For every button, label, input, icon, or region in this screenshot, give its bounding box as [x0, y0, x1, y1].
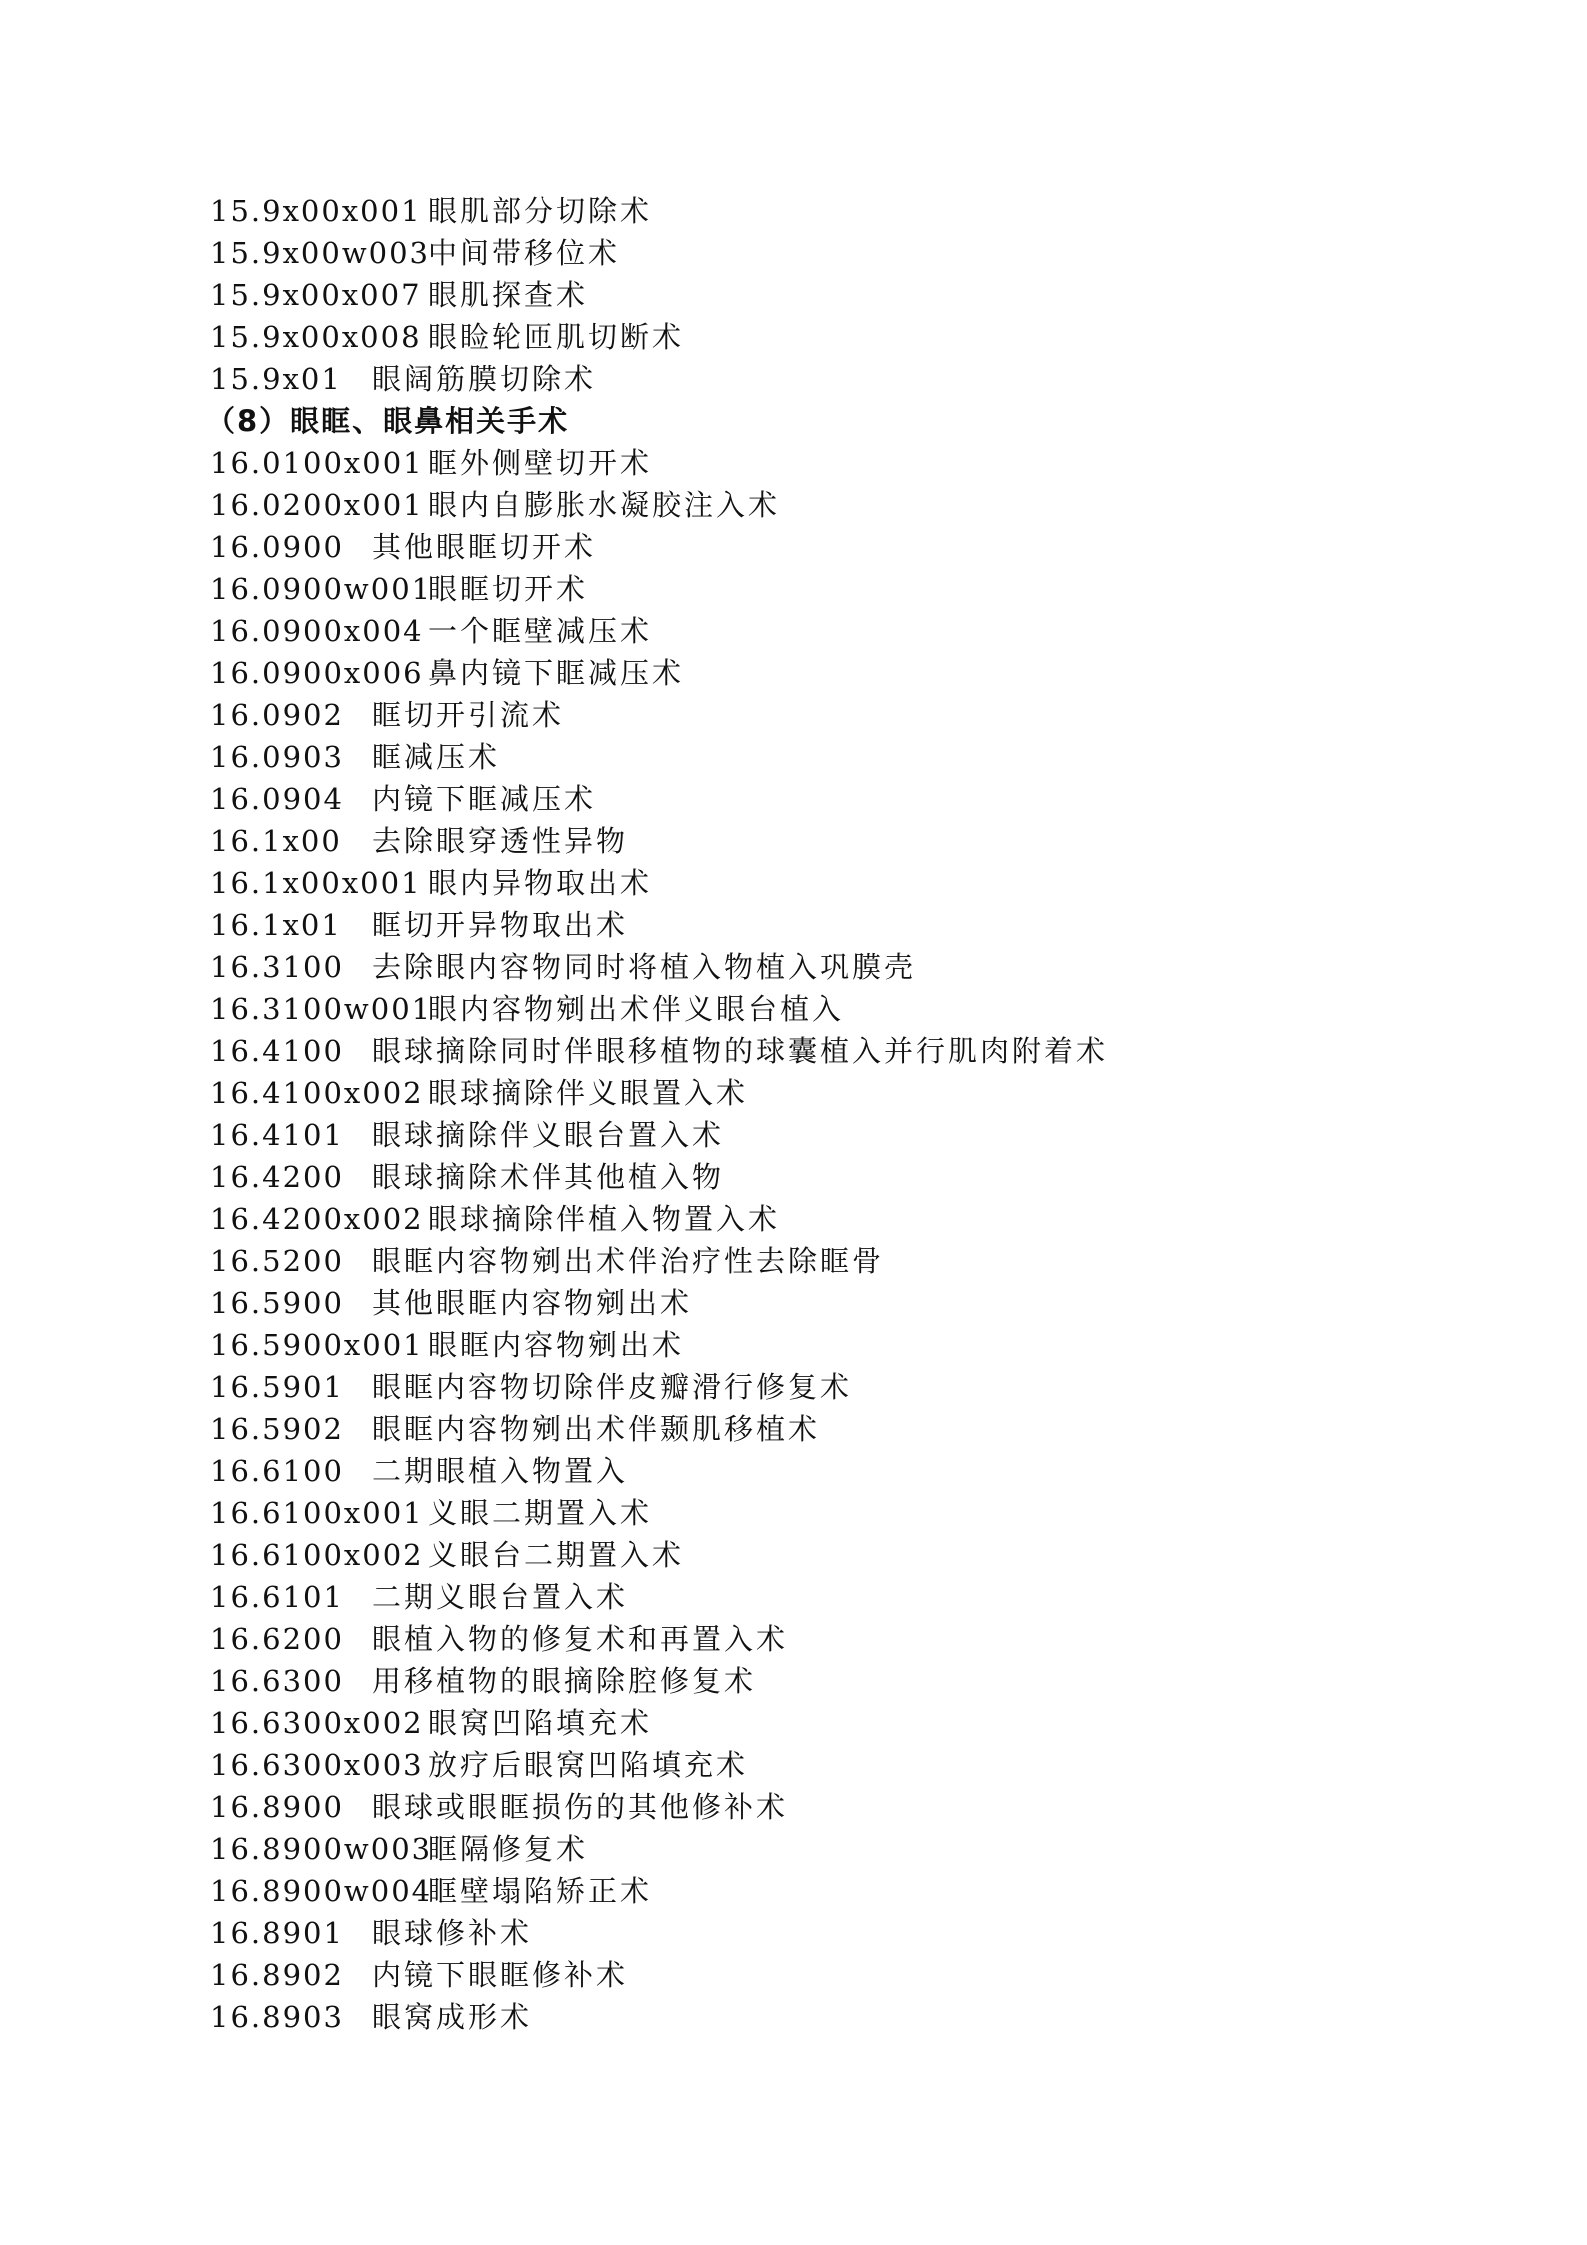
- procedure-name: 眼眶切开术: [428, 572, 589, 606]
- procedure-name: 眼内异物取出术: [428, 866, 653, 900]
- list-item: [210, 526, 1410, 568]
- procedure-name: 眼内容物剜出术伴义眼台植入: [428, 992, 845, 1026]
- list-item: [210, 1828, 1410, 1870]
- procedure-name: 眼植入物的修复术和再置入术: [372, 1622, 789, 1656]
- procedure-code: 15.9x00x001: [210, 194, 422, 228]
- list-item: [210, 610, 1410, 652]
- procedure-name: 眼内自膨胀水凝胶注入术: [428, 488, 781, 522]
- procedure-code: 16.3100w001: [210, 992, 433, 1026]
- list-item: [210, 1492, 1410, 1534]
- procedure-name: 眼阔筋膜切除术: [372, 362, 597, 396]
- list-item: [210, 1618, 1410, 1660]
- procedure-code: 16.5900: [210, 1286, 344, 1320]
- list-item: [210, 1324, 1410, 1366]
- procedure-code: 16.4200x002: [210, 1202, 424, 1236]
- procedure-name: 眼窝成形术: [372, 2000, 533, 2034]
- list-item: [210, 736, 1410, 778]
- procedure-code: 16.5900x001: [210, 1328, 424, 1362]
- list-item: [210, 1744, 1410, 1786]
- procedure-name: 眶切开异物取出术: [372, 908, 629, 942]
- list-item: [210, 862, 1410, 904]
- procedure-name: 眼眶内容物切除伴皮瓣滑行修复术: [372, 1370, 853, 1404]
- procedure-code: 16.5901: [210, 1370, 344, 1404]
- procedure-code: 16.6300x002: [210, 1706, 424, 1740]
- procedure-code: 16.6101: [210, 1580, 344, 1614]
- list-item: [210, 1660, 1410, 1702]
- procedure-name: 眼窝凹陷填充术: [428, 1706, 653, 1740]
- procedure-code-list: [206, 190, 1410, 2038]
- list-item: [210, 1450, 1410, 1492]
- procedure-code: 16.6200: [210, 1622, 344, 1656]
- procedure-code: 16.1x00: [210, 824, 342, 858]
- procedure-code: 16.0900: [210, 530, 344, 564]
- procedure-code: 15.9x00w003: [210, 236, 431, 270]
- procedure-name: 眶切开引流术: [372, 698, 565, 732]
- procedure-name: 眼球摘除同时伴眼移植物的球囊植入并行肌肉附着术: [372, 1034, 1109, 1068]
- procedure-name: 其他眼眶内容物剜出术: [372, 1286, 693, 1320]
- procedure-name: 去除眼内容物同时将植入物植入巩膜壳: [372, 950, 917, 984]
- list-item: [210, 1996, 1410, 2038]
- list-item: [210, 1702, 1410, 1744]
- procedure-code: 16.4200: [210, 1160, 344, 1194]
- procedure-name: 眼球摘除伴植入物置入术: [428, 1202, 781, 1236]
- list-item: [210, 1870, 1410, 1912]
- procedure-name: 眶外侧壁切开术: [428, 446, 653, 480]
- procedure-name: 中间带移位术: [428, 236, 621, 270]
- procedure-code: 16.8902: [210, 1958, 344, 1992]
- procedure-code: 16.1x00x001: [210, 866, 422, 900]
- procedure-code: 16.6300: [210, 1664, 344, 1698]
- list-item: [210, 1408, 1410, 1450]
- procedure-name: 眼眶内容物剜出术伴颞肌移植术: [372, 1412, 821, 1446]
- entries-group-orbit: [210, 442, 1410, 2038]
- list-item: [210, 1156, 1410, 1198]
- list-item: [210, 484, 1410, 526]
- list-item: [210, 1534, 1410, 1576]
- procedure-code: 16.0100x001: [210, 446, 424, 480]
- procedure-code: 16.0903: [210, 740, 344, 774]
- procedure-name: 用移植物的眼摘除腔修复术: [372, 1664, 757, 1698]
- list-item: [210, 778, 1410, 820]
- procedure-name: 眼眶内容物剜出术: [428, 1328, 685, 1362]
- procedure-code: 16.5902: [210, 1412, 344, 1446]
- list-item: [210, 1912, 1410, 1954]
- procedure-name: 内镜下眶减压术: [372, 782, 597, 816]
- list-item: [210, 1240, 1410, 1282]
- procedure-code: 16.0902: [210, 698, 344, 732]
- procedure-code: 16.8900: [210, 1790, 344, 1824]
- procedure-name: 去除眼穿透性异物: [372, 824, 629, 858]
- procedure-code: 16.0900x004: [210, 614, 424, 648]
- procedure-code: 16.4100: [210, 1034, 344, 1068]
- list-item: [210, 904, 1410, 946]
- procedure-code: 16.6100x001: [210, 1496, 424, 1530]
- procedure-name: 眼睑轮匝肌切断术: [428, 320, 685, 354]
- procedure-code: 16.1x01: [210, 908, 342, 942]
- procedure-code: 16.6100: [210, 1454, 344, 1488]
- procedure-name: 二期眼植入物置入: [372, 1454, 629, 1488]
- procedure-name: 二期义眼台置入术: [372, 1580, 629, 1614]
- procedure-code: 16.8900w003: [210, 1832, 433, 1866]
- procedure-code: 16.0900w001: [210, 572, 433, 606]
- list-item: [210, 1114, 1410, 1156]
- list-item: [210, 694, 1410, 736]
- list-item: [210, 1282, 1410, 1324]
- procedure-code: 16.4100x002: [210, 1076, 424, 1110]
- list-item: [210, 358, 1410, 400]
- procedure-name: 眼球或眼眶损伤的其他修补术: [372, 1790, 789, 1824]
- procedure-name: 眼球修补术: [372, 1916, 533, 1950]
- procedure-code: 15.9x01: [210, 362, 342, 396]
- procedure-name: 眼球摘除术伴其他植入物: [372, 1160, 725, 1194]
- procedure-name: 眼球摘除伴义眼置入术: [428, 1076, 749, 1110]
- section-heading: （8）眼眶、眼鼻相关手术: [206, 404, 570, 438]
- procedure-code: 16.0200x001: [210, 488, 424, 522]
- list-item: [210, 1030, 1410, 1072]
- procedure-name: 眶隔修复术: [428, 1832, 589, 1866]
- procedure-code: 16.6100x002: [210, 1538, 424, 1572]
- list-item: [210, 1072, 1410, 1114]
- procedure-name: 义眼二期置入术: [428, 1496, 653, 1530]
- list-item: [210, 316, 1410, 358]
- procedure-name: 义眼台二期置入术: [428, 1538, 685, 1572]
- procedure-name: 眼眶内容物剜出术伴治疗性去除眶骨: [372, 1244, 885, 1278]
- procedure-code: 16.8903: [210, 2000, 344, 2034]
- procedure-code: 16.8901: [210, 1916, 344, 1950]
- list-item: [210, 946, 1410, 988]
- procedure-code: 16.4101: [210, 1118, 344, 1152]
- procedure-name: 放疗后眼窝凹陷填充术: [428, 1748, 749, 1782]
- procedure-name: 眶壁塌陷矫正术: [428, 1874, 653, 1908]
- procedure-name: 眼肌部分切除术: [428, 194, 653, 228]
- procedure-name: 鼻内镜下眶减压术: [428, 656, 685, 690]
- list-item: [210, 1366, 1410, 1408]
- procedure-name: 眼肌探查术: [428, 278, 589, 312]
- list-item: [210, 1954, 1410, 1996]
- list-item: [210, 1576, 1410, 1618]
- procedure-code: 16.8900w004: [210, 1874, 433, 1908]
- list-item: [210, 1198, 1410, 1240]
- procedure-code: 16.3100: [210, 950, 344, 984]
- list-item: [210, 442, 1410, 484]
- list-item: [210, 232, 1410, 274]
- procedure-name: 一个眶壁减压术: [428, 614, 653, 648]
- procedure-name: 眼球摘除伴义眼台置入术: [372, 1118, 725, 1152]
- procedure-code: 16.0904: [210, 782, 344, 816]
- procedure-code: 15.9x00x007: [210, 278, 422, 312]
- list-item: [210, 1786, 1410, 1828]
- procedure-code: 16.0900x006: [210, 656, 424, 690]
- procedure-name: 眶减压术: [372, 740, 501, 774]
- list-item: [210, 274, 1410, 316]
- list-item: [210, 568, 1410, 610]
- list-item: [210, 190, 1410, 232]
- procedure-name: 内镜下眼眶修补术: [372, 1958, 629, 1992]
- procedure-code: 16.6300x003: [210, 1748, 424, 1782]
- list-item: [210, 988, 1410, 1030]
- entries-group-ophthalmic-muscle: [210, 190, 1410, 400]
- list-item: [210, 820, 1410, 862]
- procedure-code: 16.5200: [210, 1244, 344, 1278]
- procedure-code: 15.9x00x008: [210, 320, 422, 354]
- procedure-name: 其他眼眶切开术: [372, 530, 597, 564]
- list-item: [210, 652, 1410, 694]
